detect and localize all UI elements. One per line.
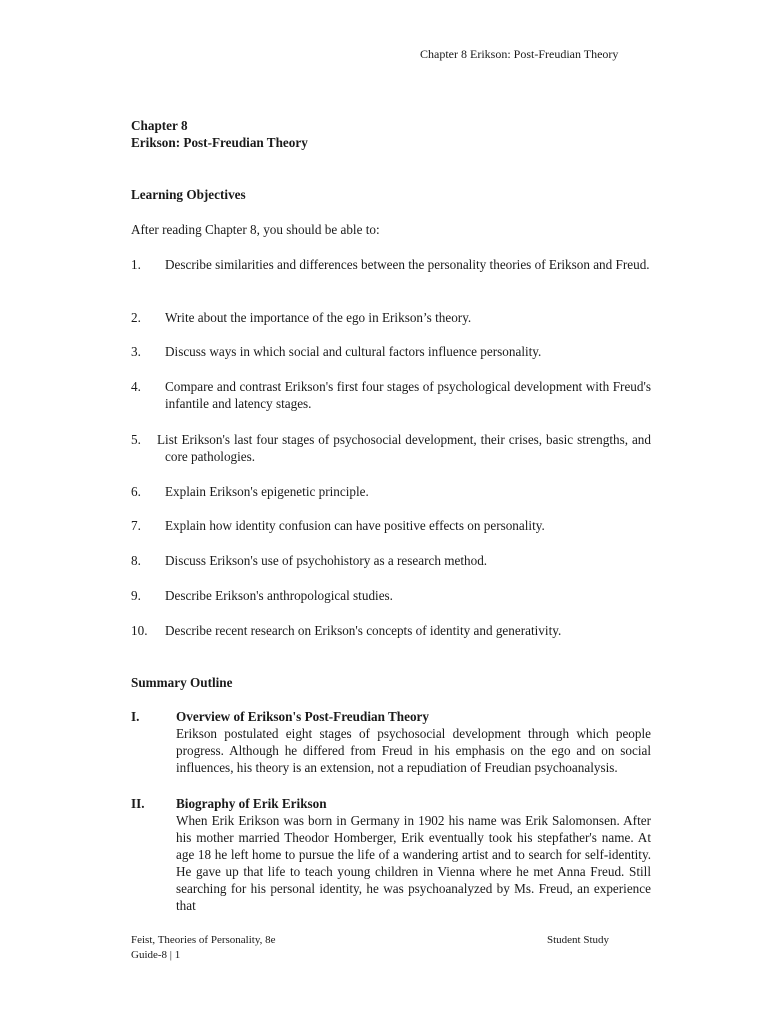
objective-text: Write about the importance of the ego in Erikson’s theory.: [165, 310, 472, 325]
outline-section: [131, 795, 651, 914]
objective-text: Describe similarities and differences between the personality theories of Erikson and Freud.: [165, 257, 650, 272]
footer-page-number: Guide-8 | 1: [131, 949, 181, 961]
footer-book-title: Feist, Theories of Personality, 8e: [131, 934, 276, 946]
objective-text: Discuss Erikson's use of psychohistory as a research method.: [165, 553, 488, 568]
summary-outline-heading: Summary Outline: [131, 675, 233, 690]
objective-text: Compare and contrast Erikson's first four stages of psychological development with Freud's infantile and latency stages.: [165, 379, 651, 411]
objective-item: [131, 378, 651, 412]
running-header: Chapter 8 Erikson: Post-Freudian Theory: [420, 47, 619, 61]
chapter-number: Chapter 8: [131, 118, 188, 133]
objective-number: 1.: [131, 257, 141, 272]
outline-numeral: I.: [131, 709, 140, 724]
outline-numeral: II.: [131, 796, 145, 811]
objective-number: 10.: [131, 623, 148, 638]
objective-number: 9.: [131, 588, 141, 603]
objective-text: Explain Erikson's epigenetic principle.: [165, 484, 369, 499]
objective-number: 6.: [131, 484, 141, 499]
objective-number: 2.: [131, 310, 141, 325]
objective-item: [131, 517, 651, 534]
objective-item: [131, 256, 651, 273]
objective-item: [131, 552, 651, 569]
objective-item: [131, 343, 651, 360]
objective-number: 8.: [131, 553, 141, 568]
objective-text: Explain how identity confusion can have positive effects on personality.: [165, 518, 545, 533]
learning-objectives-intro: After reading Chapter 8, you should be able to:: [131, 222, 380, 237]
objective-text: Describe recent research on Erikson's concepts of identity and generativity.: [165, 623, 562, 638]
objective-number: 3.: [131, 344, 141, 359]
objective-text: Discuss ways in which social and cultural factors influence personality.: [165, 344, 542, 359]
outline-section-title: Overview of Erikson's Post-Freudian Theory: [176, 709, 430, 724]
objective-item: [131, 622, 651, 639]
outline-section: [131, 708, 651, 776]
chapter-title: Erikson: Post-Freudian Theory: [131, 135, 308, 150]
outline-section-body: When Erik Erikson was born in Germany in 1902 his name was Erik Salomonsen. After his mother married Theodor Homberger, Erik eventually took his stepfather's name. At age 18 he left home to pursue the life of a wandering artist and to search for self-identity. He gave up that life to teach young children in Vienna where he met Anna Freud. Still searching for his personal identity, he was psychoanalyzed by Ms. Freud, an experience that: [176, 813, 651, 913]
objective-item: [131, 309, 651, 326]
objective-text: List Erikson's last four stages of psychosocial development, their crises, basic strengths, and core pathologies.: [157, 432, 651, 464]
objective-number: 7.: [131, 518, 141, 533]
outline-section-body: Erikson postulated eight stages of psychosocial development through which people progress. Although he differed from Freud in his emphasis on the ego and on social influences, his theory is an extension, not a repudiation of Freudian psychoanalysis.: [176, 726, 651, 775]
objective-item: [131, 431, 651, 465]
learning-objectives-heading: Learning Objectives: [131, 187, 246, 202]
footer-left: [131, 933, 276, 963]
outline-section-title: Biography of Erik Erikson: [176, 796, 327, 811]
objective-number: 4.: [131, 379, 141, 394]
objective-text: Describe Erikson's anthropological studies.: [165, 588, 393, 603]
objective-number: 5.: [131, 432, 141, 447]
objective-item: [131, 587, 651, 604]
objective-item: [131, 483, 651, 500]
footer-right: Student Study: [547, 934, 610, 946]
